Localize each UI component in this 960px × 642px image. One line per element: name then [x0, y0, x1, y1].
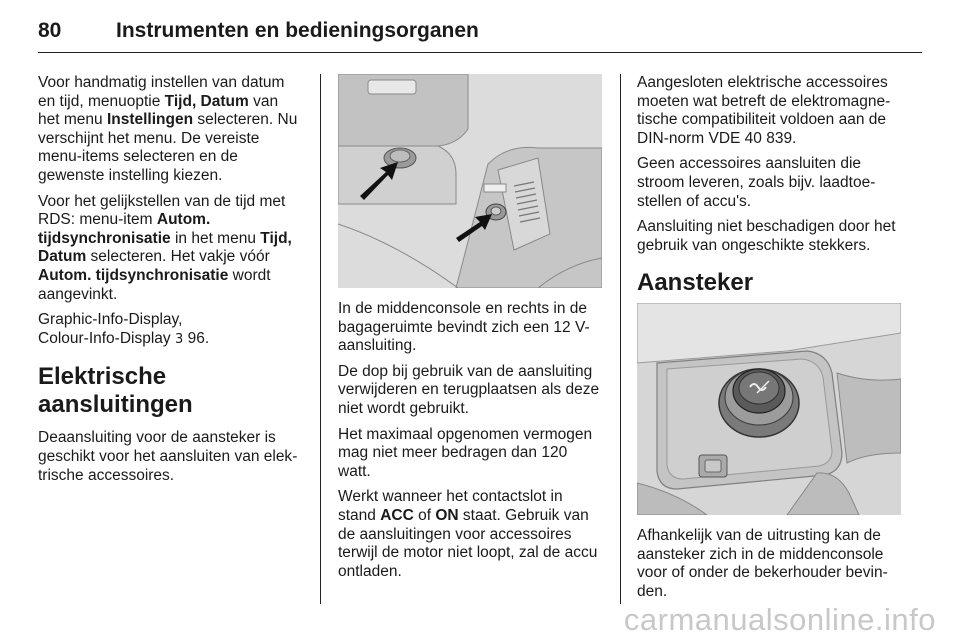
- paragraph: Afhankelijk van de uitrusting kan de aansteker zich in de middenconsole voor of onder de bekerhouder bevinden.: [637, 527, 888, 600]
- text-run: Werkt wanneer het contactslot in stand: [338, 488, 563, 524]
- text-run: selecteren. Nu verschijnt het menu. De vereiste menu-items selecteren en de gewenste instelling kiezen.: [38, 111, 298, 184]
- text-run: of: [413, 506, 436, 524]
- header-rule: [38, 52, 922, 53]
- page-number: 80: [38, 19, 62, 42]
- text-run: Voor het gelijkstellen van de tijd met RDS: menu-item: [38, 192, 286, 229]
- power-outlet-illustration: [338, 74, 602, 288]
- section-heading: Elektrische aansluitingen: [38, 363, 193, 419]
- bold-term: Tijd, Datum: [164, 92, 249, 110]
- display-type-2: Colour-Info-Display: [38, 329, 171, 347]
- text-run: staat. Gebruik van de aansluitingen voor accessoires terwijl de motor niet loopt, zal de accu ontladen.: [338, 506, 598, 580]
- paragraph: [38, 193, 302, 305]
- page-reference-icon[interactable]: 3: [174, 331, 184, 347]
- column-divider: [320, 74, 321, 604]
- page-title: Instrumenten en bedieningsorganen: [116, 19, 479, 42]
- column-divider: [620, 74, 621, 604]
- bold-term: Autom. tijdsynchronisatie: [38, 266, 229, 284]
- section-heading: Aansteker: [637, 269, 754, 297]
- page-reference-link[interactable]: 96.: [183, 329, 210, 347]
- bold-term: ACC: [380, 506, 414, 524]
- paragraph: [338, 488, 602, 581]
- display-type-1: Graphic-Info-Display,: [38, 311, 183, 329]
- column-3-lower: [637, 527, 902, 601]
- column-2: [338, 300, 602, 588]
- paragraph: Het maximaal opgenomen vermogen mag niet meer bedragen dan 120 watt.: [338, 425, 593, 480]
- paragraph: Geen accessoires aansluiten die stroom leveren, zoals bijv. laadtoestellen of accu's.: [637, 155, 876, 210]
- paragraph: De dop bij gebruik van de aansluiting verwijderen en terugplaatsen als deze niet wordt gebruikt.: [338, 362, 600, 417]
- paragraph: Aansluiting niet beschadigen door het gebruik van ongeschikte stekkers.: [637, 218, 896, 254]
- paragraph: Deaansluiting voor de aansteker is geschikt voor het aansluiten van elektrische accessoires.: [38, 429, 298, 484]
- watermark: carmanualsonline.info: [623, 602, 936, 637]
- text-run: in het menu: [170, 229, 261, 247]
- column-1: [38, 74, 302, 492]
- bold-term: Autom. tijdsynchronisatie: [38, 211, 211, 247]
- paragraph: In de middenconsole en rechts in de bagageruimte bevindt zich een 12 V-aansluiting.: [338, 300, 590, 355]
- bold-term: Tijd, Datum: [38, 229, 292, 266]
- text-run: Voor handmatig instellen van datum en tijd, menuoptie: [38, 74, 285, 110]
- lighter-illustration: [637, 303, 901, 515]
- page-header: [38, 16, 479, 46]
- paragraph: [38, 311, 302, 349]
- paragraph: [38, 74, 302, 186]
- bold-term: ON: [435, 506, 459, 524]
- text-run: wordt aangevinkt.: [38, 266, 271, 303]
- column-3: [637, 74, 902, 307]
- bold-term: Instellingen: [106, 111, 194, 129]
- text-run: selecteren. Het vakje vóór: [86, 248, 270, 266]
- paragraph: Aangesloten elektrische accessoires moeten wat betreft de elektromagnetische compatibiliteit voldoen aan de DIN-norm VDE 40 839.: [637, 74, 891, 147]
- text-run: van het menu: [38, 92, 279, 129]
